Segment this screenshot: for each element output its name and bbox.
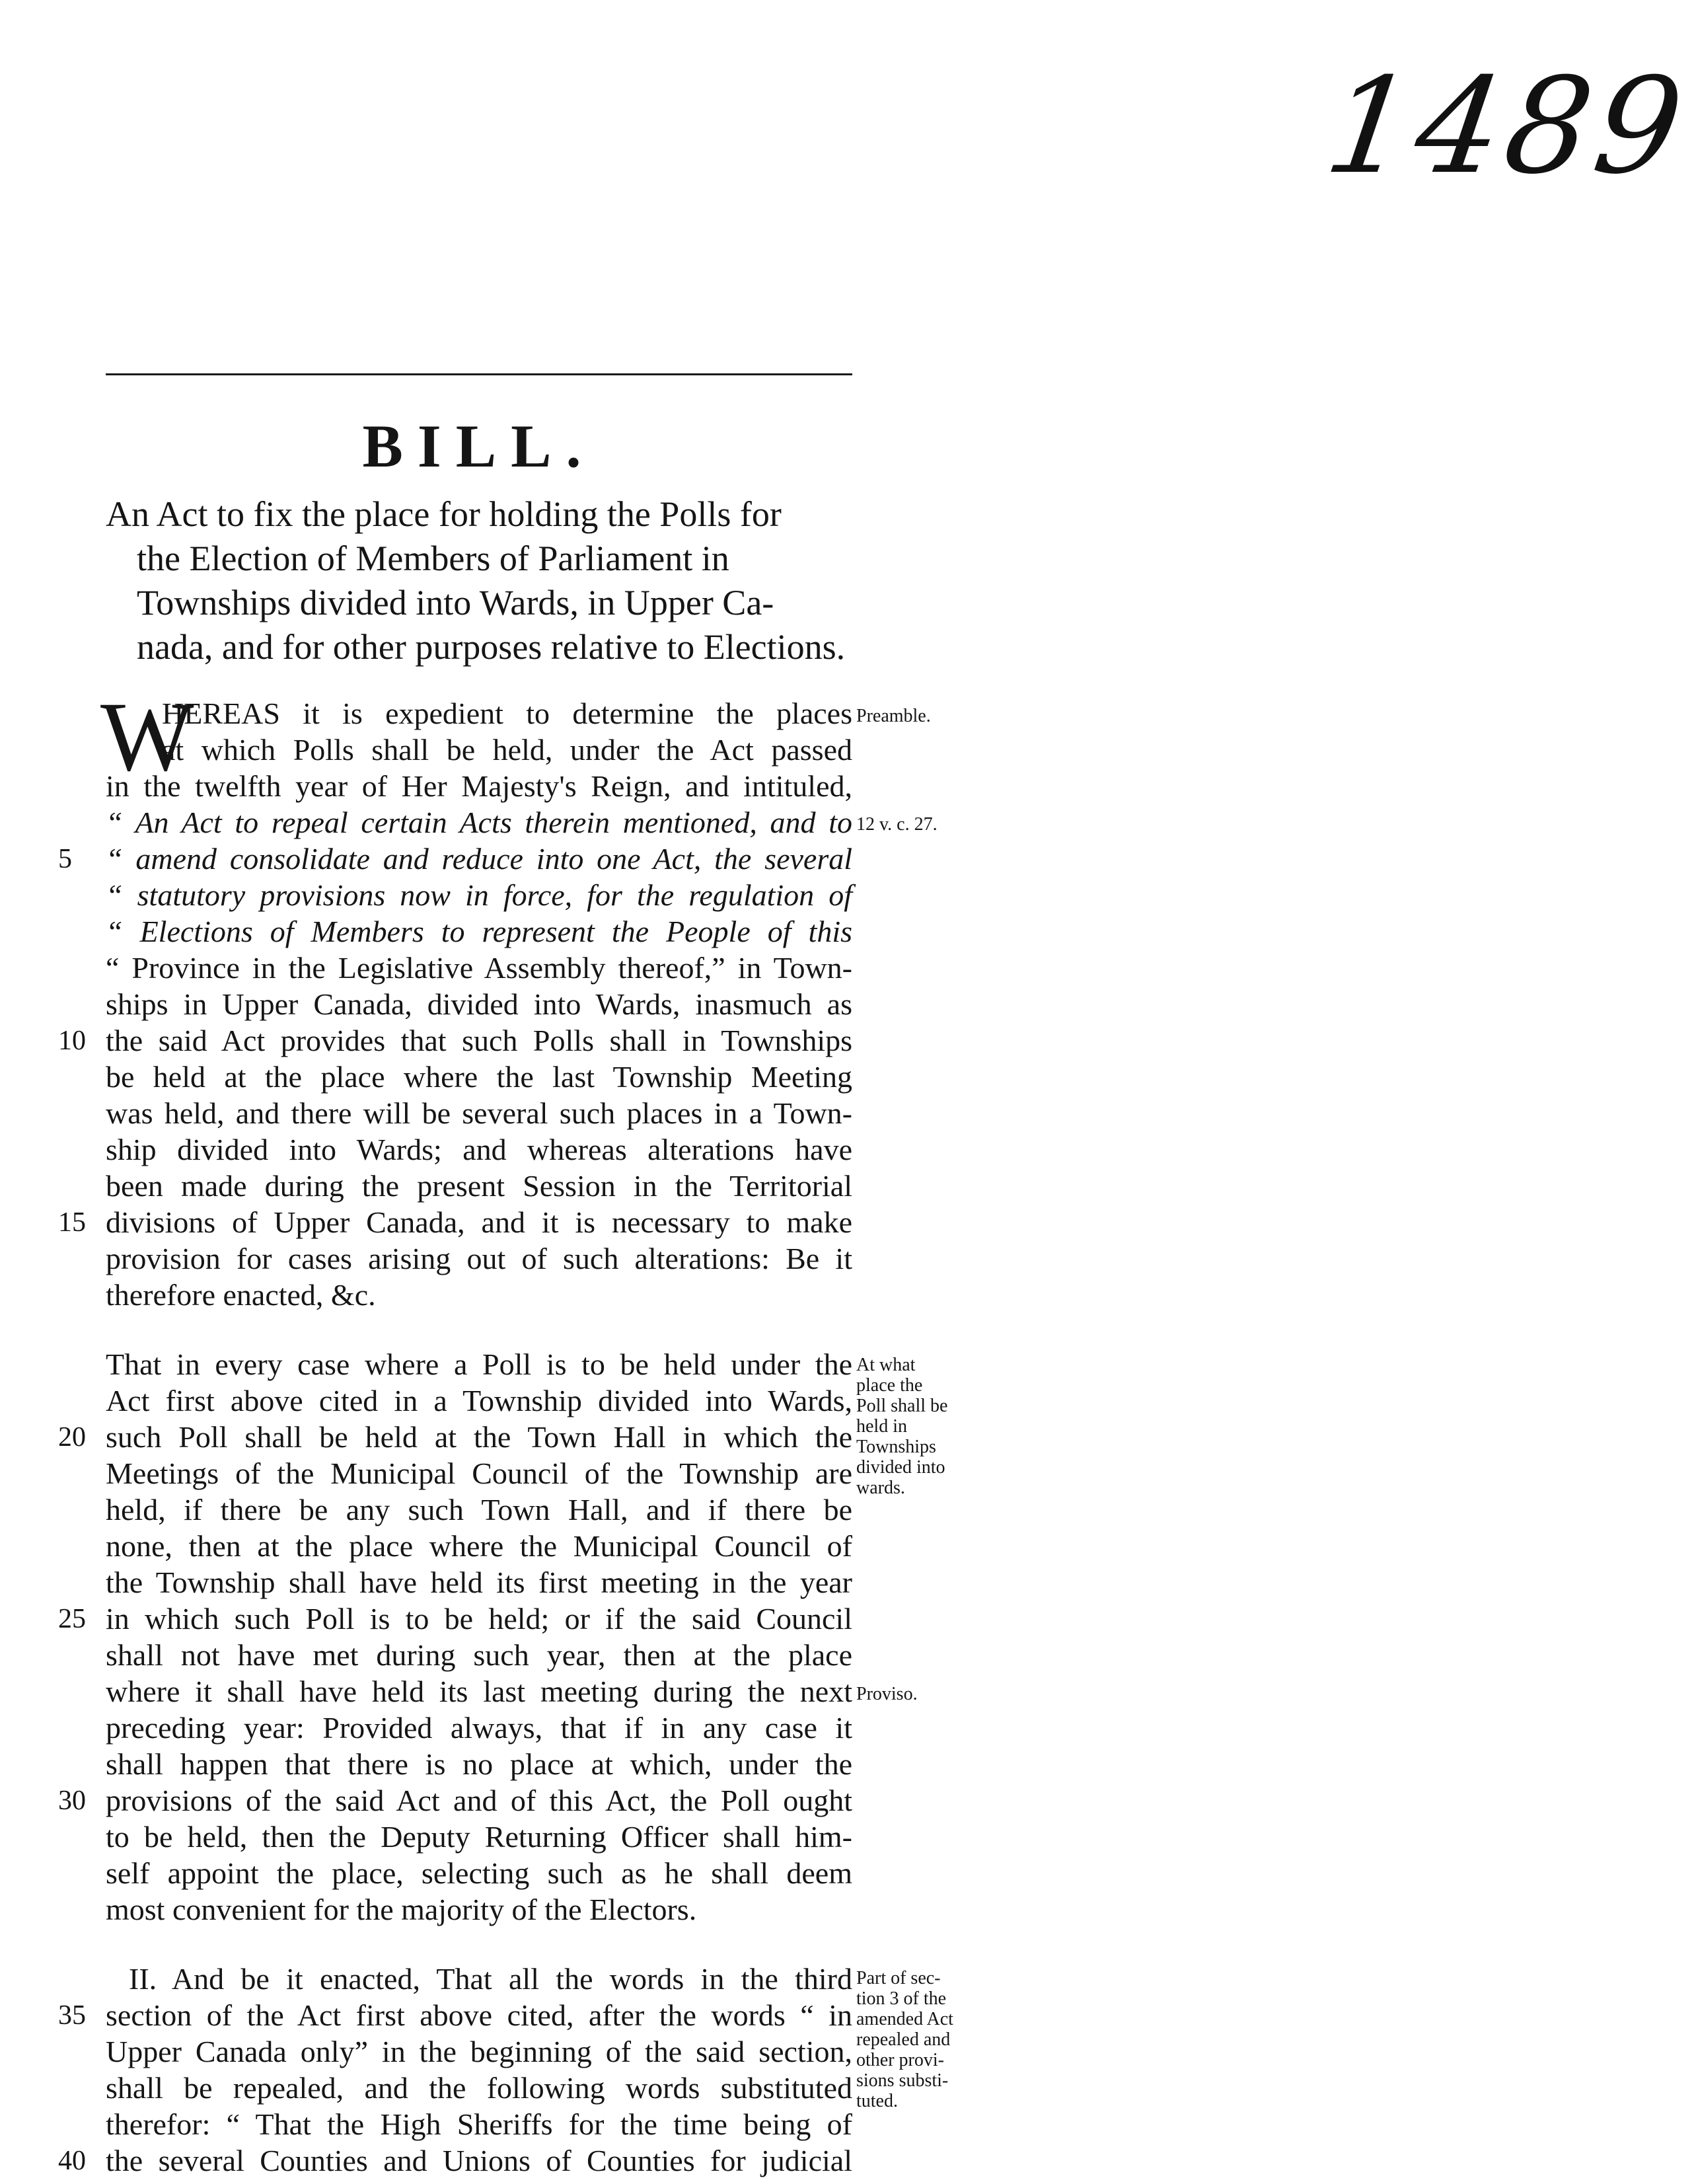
preamble-line: divisions of Upper Canada, and it is necessary to make (106, 1205, 852, 1239)
top-rule (106, 373, 852, 375)
section-1-line: where it shall have held its last meeting during the next (106, 1675, 852, 1708)
line-number: 20 (58, 1422, 86, 1452)
section-1-line: self appoint the place, selecting such as he shall deem (106, 1856, 852, 1890)
section-2-line: the several Counties and Unions of Counties for judicial (106, 2144, 852, 2177)
preamble-line: in the twelfth year of Her Majesty's Reign, and intituled, (106, 769, 852, 803)
margin-note-citation: 12 v. c. 27. (856, 814, 938, 835)
preamble-line: was held, and there will be several such places in a Town- (106, 1096, 852, 1130)
line-number: 40 (58, 2146, 86, 2176)
preamble-line: “ Province in the Legislative Assembly thereof,” in Town- (106, 951, 852, 985)
section-1-line: the Township shall have held its first meeting in the year (106, 1565, 852, 1599)
section-1-line: That in every case where a Poll is to be held under the (106, 1347, 852, 1381)
preamble-line: “ Elections of Members to represent the People of this (106, 915, 852, 948)
margin-note-line: sions substi- (856, 2070, 949, 2091)
section-1-line: shall happen that there is no place at which, under the (106, 1747, 852, 1781)
margin-note-line: amended Act (856, 2009, 953, 2029)
section-1-line: held, if there be any such Town Hall, and if there be (106, 1493, 852, 1526)
bill-title: BILL. (362, 412, 596, 480)
preamble-line: therefore enacted, &c. (106, 1278, 376, 1312)
bill-subtitle (106, 492, 852, 669)
section-2-line: therefor: “ That the High Sheriffs for the time being of (106, 2107, 852, 2141)
section-2-line: Upper Canada only” in the beginning of the said section, (106, 2035, 852, 2068)
section-1-line: Meetings of the Municipal Council of the Township are (106, 1456, 852, 1490)
dropcap-letter: W (100, 682, 194, 792)
preamble-line: ship divided into Wards; and whereas alterations have (106, 1133, 852, 1166)
section-1-line: provisions of the said Act and of this Act, the Poll ought (106, 1784, 852, 1817)
line-number: 10 (58, 1026, 86, 1056)
margin-note-line: tuted. (856, 2091, 898, 2111)
preamble-line: ships in Upper Canada, divided into Wards, inasmuch as (106, 987, 852, 1021)
margin-note-line: other provi- (856, 2050, 944, 2070)
margin-note-line: wards. (856, 1478, 905, 1498)
section-2-line: section of the Act first above cited, after the words “ in (106, 1998, 852, 2032)
line-number: 35 (58, 2000, 86, 2031)
section-1-line: to be held, then the Deputy Returning Officer shall him- (106, 1820, 852, 1854)
margin-note-line: divided into (856, 1457, 945, 1478)
section-1-line: Act first above cited in a Township divided into Wards, (106, 1384, 852, 1417)
margin-note-line: At what (856, 1355, 916, 1375)
preamble-line: at which Polls shall be held, under the Act passed (162, 733, 852, 767)
section-2-line: II. And be it enacted, That all the words in the third (129, 1962, 852, 1996)
subtitle-line: nada, and for other purposes relative to Elections. (137, 627, 846, 667)
margin-note-line: Townships (856, 1437, 936, 1457)
preamble-line: “ An Act to repeal certain Acts therein mentioned, and to (106, 806, 852, 839)
margin-note-line: place the (856, 1375, 923, 1396)
subtitle-line: the Election of Members of Parliament in (137, 539, 729, 578)
preamble-line: been made during the present Session in the Territorial (106, 1169, 852, 1203)
margin-note-preamble: Preamble. (856, 706, 931, 726)
line-number: 5 (58, 844, 72, 874)
line-number: 25 (58, 1604, 86, 1634)
handwritten-page-number: 1489 (1317, 50, 1696, 204)
line-number: 30 (58, 1786, 86, 1816)
preamble-line: “ statutory provisions now in force, for the regulation of (106, 878, 852, 912)
preamble-line: “ amend consolidate and reduce into one Act, the several (106, 842, 852, 876)
margin-note-proviso: Proviso. (856, 1684, 918, 1704)
subtitle-line: Townships divided into Wards, in Upper Ca- (137, 583, 774, 622)
margin-note-line: Part of sec- (856, 1968, 941, 1988)
section-1-line: shall not have met during such year, then at the place (106, 1638, 852, 1672)
subtitle-line: An Act to fix the place for holding the Polls for (106, 494, 782, 534)
section-1-line: such Poll shall be held at the Town Hall in which the (106, 1420, 852, 1454)
preamble-line: provision for cases arising out of such alterations: Be it (106, 1242, 852, 1275)
section-1-line: most convenient for the majority of the Electors. (106, 1893, 697, 1926)
margin-note-line: tion 3 of the (856, 1988, 947, 2009)
line-number: 15 (58, 1207, 86, 1238)
section-1-line: none, then at the place where the Municipal Council of (106, 1529, 852, 1563)
margin-note-line: repealed and (856, 2029, 951, 2050)
preamble-line: be held at the place where the last Township Meeting (106, 1060, 852, 1094)
section-1-line: preceding year: Provided always, that if in any case it (106, 1711, 852, 1745)
margin-note-line: Poll shall be (856, 1396, 948, 1416)
preamble-line: the said Act provides that such Polls shall in Townships (106, 1024, 852, 1057)
margin-note-line: held in (856, 1416, 907, 1437)
section-2-line: shall be repealed, and the following words substituted (106, 2071, 852, 2105)
preamble-line: HEREAS it is expedient to determine the places (162, 697, 852, 730)
section-1-line: in which such Poll is to be held; or if the said Council (106, 1602, 852, 1636)
